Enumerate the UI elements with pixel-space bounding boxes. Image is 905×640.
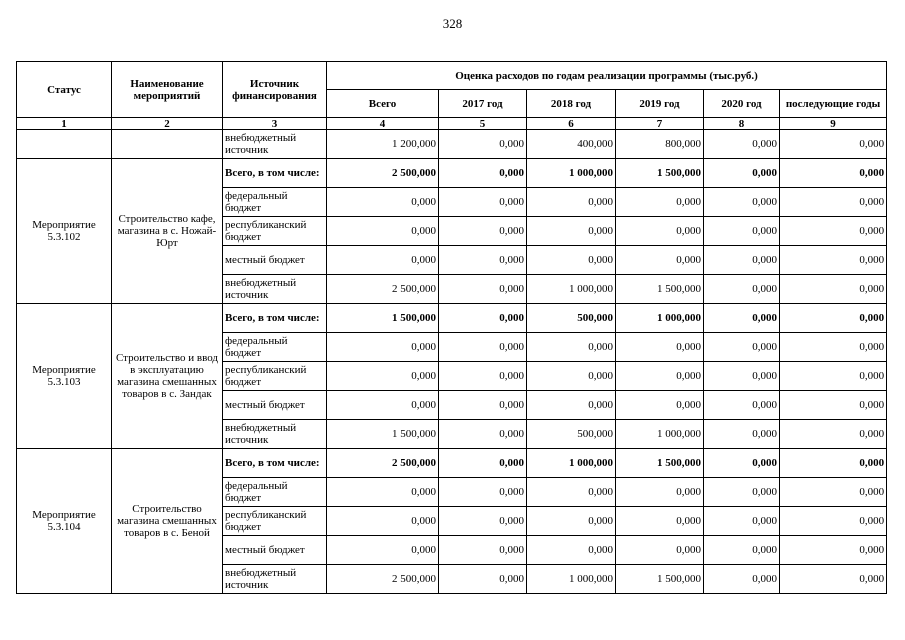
value-2019: 0,000 [616,333,704,362]
value-2019: 0,000 [616,362,704,391]
value-total: 0,000 [327,333,439,362]
value-later: 0,000 [780,449,887,478]
value-2020: 0,000 [704,362,780,391]
value-total: 2 500,000 [327,275,439,304]
source-cell: республиканский бюджет [223,217,327,246]
expense-table [16,61,887,594]
value-2020: 0,000 [704,536,780,565]
value-2017: 0,000 [439,159,527,188]
source-cell: местный бюджет [223,391,327,420]
value-2019: 1 000,000 [616,420,704,449]
value-total: 0,000 [327,188,439,217]
page-number: 328 [442,16,463,31]
value-total: 0,000 [327,362,439,391]
header-later: последующие годы [780,90,887,118]
value-later: 0,000 [780,507,887,536]
value-2020: 0,000 [704,449,780,478]
value-2019: 800,000 [616,130,704,159]
source-cell: Всего, в том числе: [223,304,327,333]
value-later: 0,000 [780,159,887,188]
value-2018: 0,000 [527,217,616,246]
value-later: 0,000 [780,130,887,159]
value-total: 0,000 [327,217,439,246]
status-cell: Мероприятие 5.3.102 [17,159,112,304]
value-total: 0,000 [327,391,439,420]
column-number: 3 [223,118,327,130]
value-2018: 0,000 [527,188,616,217]
value-later: 0,000 [780,275,887,304]
source-cell: внебюджетный источник [223,565,327,594]
value-2019: 1 000,000 [616,304,704,333]
value-2017: 0,000 [439,130,527,159]
value-later: 0,000 [780,333,887,362]
value-2020: 0,000 [704,333,780,362]
table-row [17,130,887,159]
value-2019: 0,000 [616,478,704,507]
source-cell: федеральный бюджет [223,188,327,217]
value-2018: 1 000,000 [527,565,616,594]
status-cell: Мероприятие 5.3.104 [17,449,112,594]
column-numbers-row [17,118,887,130]
value-2017: 0,000 [439,275,527,304]
value-2017: 0,000 [439,188,527,217]
value-2018: 0,000 [527,507,616,536]
table-row [17,304,887,333]
value-2020: 0,000 [704,304,780,333]
value-later: 0,000 [780,217,887,246]
value-later: 0,000 [780,246,887,275]
source-cell: республиканский бюджет [223,507,327,536]
table-row [17,449,887,478]
header-2017: 2017 год [439,90,527,118]
column-number: 5 [439,118,527,130]
name-cell: Строительство и ввод в эксплуатацию магазина смешанных товаров в с. Зандак [112,304,223,449]
column-number: 9 [780,118,887,130]
value-total: 1 500,000 [327,420,439,449]
value-2017: 0,000 [439,362,527,391]
value-2017: 0,000 [439,536,527,565]
source-cell: местный бюджет [223,536,327,565]
value-total: 0,000 [327,507,439,536]
source-cell: внебюджетный источник [223,130,327,159]
source-cell: Всего, в том числе: [223,159,327,188]
value-2019: 0,000 [616,507,704,536]
value-2018: 500,000 [527,420,616,449]
source-cell: местный бюджет [223,246,327,275]
status-cell: Мероприятие 5.3.103 [17,304,112,449]
header-total: Всего [327,90,439,118]
value-2019: 1 500,000 [616,565,704,594]
column-number: 2 [112,118,223,130]
value-later: 0,000 [780,478,887,507]
value-2018: 400,000 [527,130,616,159]
value-2017: 0,000 [439,391,527,420]
column-number: 7 [616,118,704,130]
value-2018: 0,000 [527,478,616,507]
value-2018: 0,000 [527,246,616,275]
source-cell: федеральный бюджет [223,333,327,362]
value-2019: 1 500,000 [616,449,704,478]
value-2018: 500,000 [527,304,616,333]
header-source: Источник финансирования [223,62,327,118]
value-2020: 0,000 [704,246,780,275]
value-2020: 0,000 [704,217,780,246]
value-2020: 0,000 [704,391,780,420]
name-cell [112,130,223,159]
header-2019: 2019 год [616,90,704,118]
name-cell: Строительство кафе, магазина в с. Ножай-Юрт [112,159,223,304]
value-2018: 0,000 [527,333,616,362]
source-cell: внебюджетный источник [223,420,327,449]
value-2018: 1 000,000 [527,159,616,188]
value-2017: 0,000 [439,217,527,246]
column-number: 1 [17,118,112,130]
value-2018: 1 000,000 [527,275,616,304]
name-cell: Строительство магазина смешанных товаров в с. Беной [112,449,223,594]
value-2020: 0,000 [704,565,780,594]
value-later: 0,000 [780,304,887,333]
value-2017: 0,000 [439,333,527,362]
value-2020: 0,000 [704,159,780,188]
value-2017: 0,000 [439,478,527,507]
value-2017: 0,000 [439,507,527,536]
value-2017: 0,000 [439,420,527,449]
value-2020: 0,000 [704,507,780,536]
column-number: 6 [527,118,616,130]
header-2020: 2020 год [704,90,780,118]
value-later: 0,000 [780,420,887,449]
value-total: 2 500,000 [327,449,439,478]
value-total: 1 500,000 [327,304,439,333]
value-2018: 0,000 [527,391,616,420]
value-2018: 0,000 [527,362,616,391]
value-2019: 0,000 [616,188,704,217]
value-2017: 0,000 [439,304,527,333]
header-2018: 2018 год [527,90,616,118]
table-row [17,159,887,188]
value-2017: 0,000 [439,246,527,275]
value-2017: 0,000 [439,449,527,478]
value-later: 0,000 [780,188,887,217]
value-later: 0,000 [780,362,887,391]
value-2019: 1 500,000 [616,275,704,304]
value-2018: 1 000,000 [527,449,616,478]
value-total: 2 500,000 [327,159,439,188]
header-estimate: Оценка расходов по годам реализации программы (тыс.руб.) [327,62,887,90]
value-total: 1 200,000 [327,130,439,159]
header-status: Статус [17,62,112,118]
value-2020: 0,000 [704,130,780,159]
value-2019: 0,000 [616,246,704,275]
source-cell: Всего, в том числе: [223,449,327,478]
source-cell: внебюджетный источник [223,275,327,304]
status-cell [17,130,112,159]
value-total: 0,000 [327,536,439,565]
value-2020: 0,000 [704,478,780,507]
value-later: 0,000 [780,565,887,594]
header-name: Наименование мероприятий [112,62,223,118]
value-2020: 0,000 [704,188,780,217]
value-2017: 0,000 [439,565,527,594]
value-total: 0,000 [327,478,439,507]
value-later: 0,000 [780,536,887,565]
source-cell: республиканский бюджет [223,362,327,391]
value-2019: 0,000 [616,217,704,246]
column-number: 4 [327,118,439,130]
value-2020: 0,000 [704,420,780,449]
value-2019: 0,000 [616,391,704,420]
value-total: 0,000 [327,246,439,275]
value-total: 2 500,000 [327,565,439,594]
value-2019: 0,000 [616,536,704,565]
value-2018: 0,000 [527,536,616,565]
value-2020: 0,000 [704,275,780,304]
source-cell: федеральный бюджет [223,478,327,507]
column-number: 8 [704,118,780,130]
value-later: 0,000 [780,391,887,420]
value-2019: 1 500,000 [616,159,704,188]
